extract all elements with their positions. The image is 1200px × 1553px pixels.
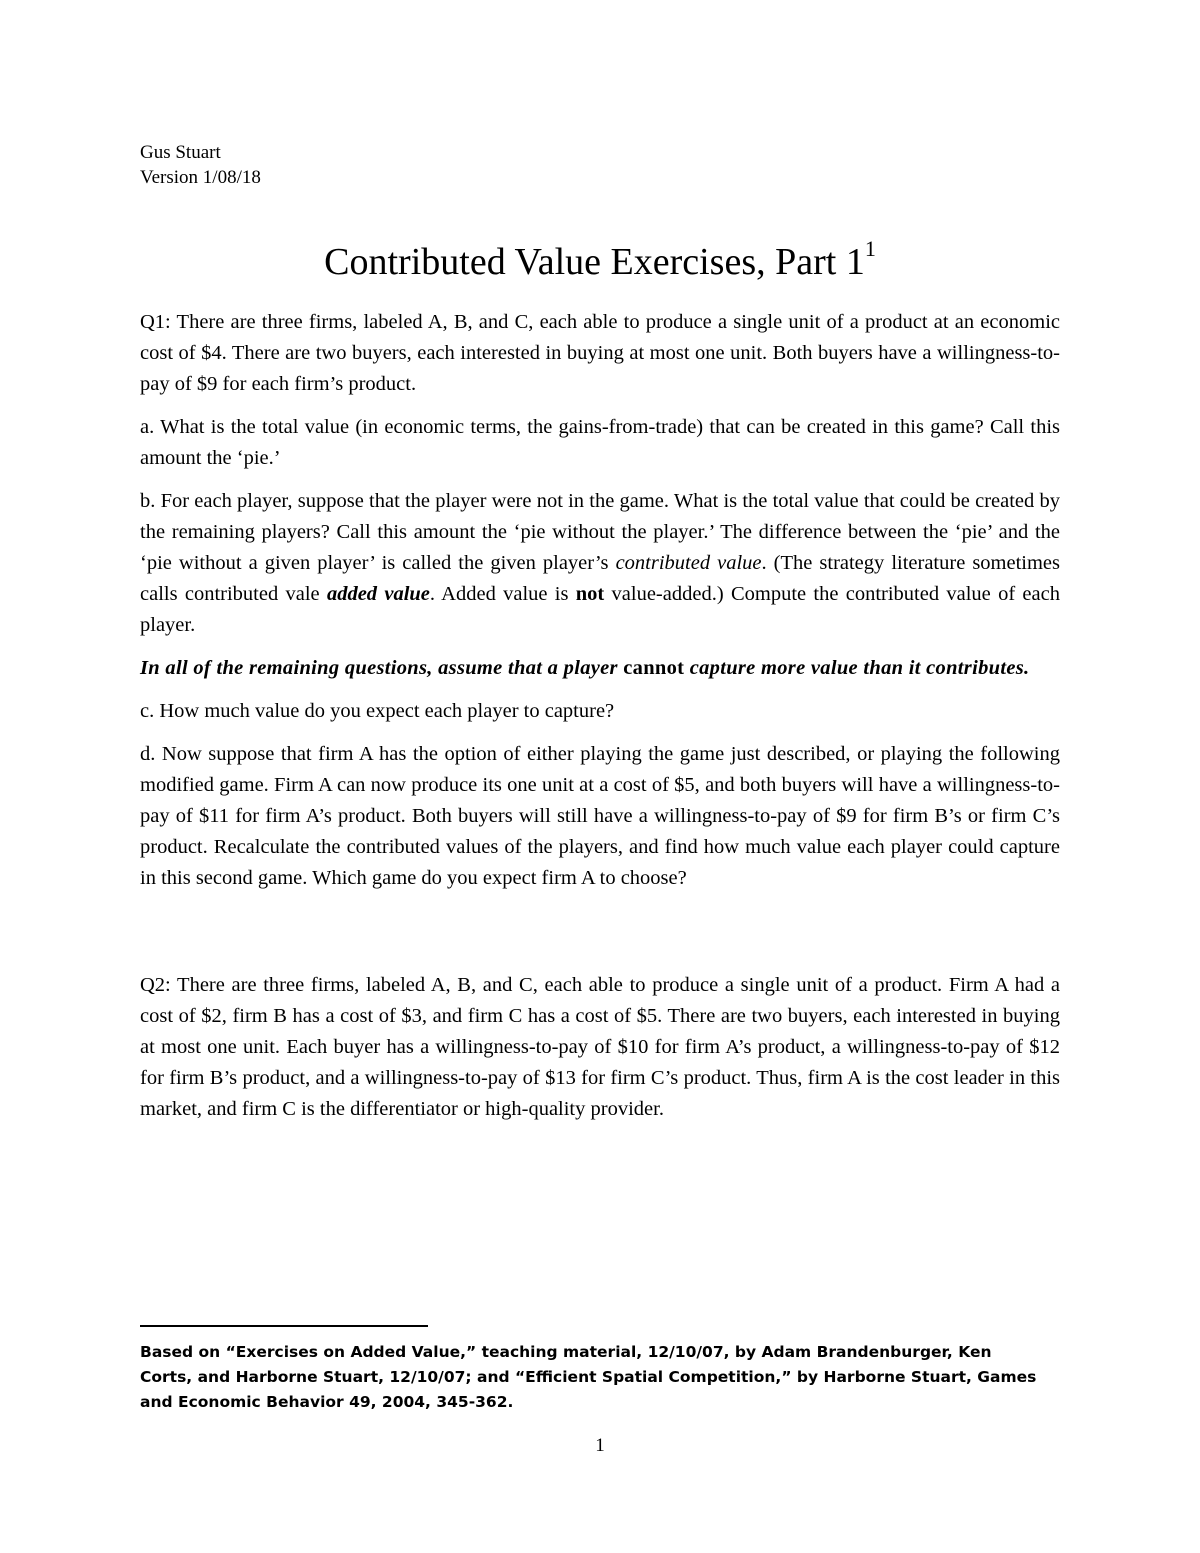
footnote-divider bbox=[140, 1325, 428, 1327]
q1-part-b-text-1: b. For each player, suppose that the player were not in the game. What is the total value that could be created by the remaining players? Call this amount the ‘pie without the player.’ The difference between the ‘pie’ and the ‘pie without a given player’ is called the given player’s bbox=[140, 490, 1060, 574]
q1-part-b-text-4: value-added.) Compute the contributed value of each player. bbox=[140, 583, 1060, 636]
author-name: Gus Stuart bbox=[140, 142, 221, 163]
q1-part-c: c. How much value do you expect each player to capture? bbox=[140, 700, 615, 722]
q1-part-d: d. Now suppose that firm A has the option of either playing the game just described, or playing the following modified game. Firm A can now produce its one unit at a cost of $5, and both buyers will have a willingness-to-pay of $11 for firm A’s product. Both buyers will still have a willingness-to-pay of $9 for firm B’s or firm C’s product. Recalculate the contributed values of the players, and find how much value each player could capture in this second game. Which game do you expect firm A to choose? bbox=[140, 743, 1060, 889]
assumption-text-2: capture more value than it contributes. bbox=[684, 657, 1030, 679]
q1-part-b bbox=[140, 486, 1060, 641]
page-title bbox=[0, 238, 1200, 286]
q2-intro: Q2: There are three firms, labeled A, B, and C, each able to produce a single unit of a product. Firm A had a cost of $2, firm B has a cost of $3, and firm C has a cost of $5. There are two buyers, each interested in buying at most one unit. Each buyer has a willingness-to-pay of $10 for firm A’s product, a willingness-to-pay of $12 for firm B’s product, and a willingness-to-pay of $13 for firm C’s product. Thus, firm A is the cost leader in this market, and firm C is the differentiator or high-quality provider. bbox=[140, 974, 1060, 1120]
footnote: Based on “Exercises on Added Value,” teaching material, 12/10/07, by Adam Brandenburger, Ken Corts, and Harborne Stuart, 12/10/07; and “Efficient Spatial Competition,” by Harborne Stuart, Games and Economic Behavior 49, 2004, 345-362. bbox=[140, 1343, 1037, 1411]
q1-intro: Q1: There are three firms, labeled A, B, and C, each able to produce a single unit of a product at an economic cost of $4. There are two buyers, each interested in buying at most one unit. Both buyers have a willingness-to-pay of $9 for each firm’s product. bbox=[140, 311, 1060, 395]
document-header bbox=[140, 140, 261, 190]
assumption-note bbox=[140, 653, 1060, 684]
assumption-emphasis: cannot bbox=[623, 657, 685, 679]
version-date: Version 1/08/18 bbox=[140, 167, 261, 188]
term-contributed-value: contributed value bbox=[615, 552, 762, 574]
term-added-value: added value bbox=[326, 583, 430, 605]
q1-part-b-text-3: . Added value is bbox=[429, 583, 576, 605]
page-title-text: Contributed Value Exercises, Part 1 bbox=[324, 241, 865, 283]
q1-part-b-text-2: . (The strategy literature sometimes calls contributed vale bbox=[140, 552, 1061, 605]
term-not: not bbox=[575, 583, 605, 605]
section-spacer bbox=[140, 906, 1060, 970]
assumption-text-1: In all of the remaining questions, assume that a player bbox=[140, 657, 624, 679]
footnote-marker: 1 bbox=[864, 236, 876, 261]
page-number: 1 bbox=[595, 1435, 605, 1456]
document-body bbox=[140, 307, 1060, 1137]
q1-part-a: a. What is the total value (in economic terms, the gains-from-trade) that can be created in this game? Call this amount the ‘pie.’ bbox=[140, 416, 1060, 469]
